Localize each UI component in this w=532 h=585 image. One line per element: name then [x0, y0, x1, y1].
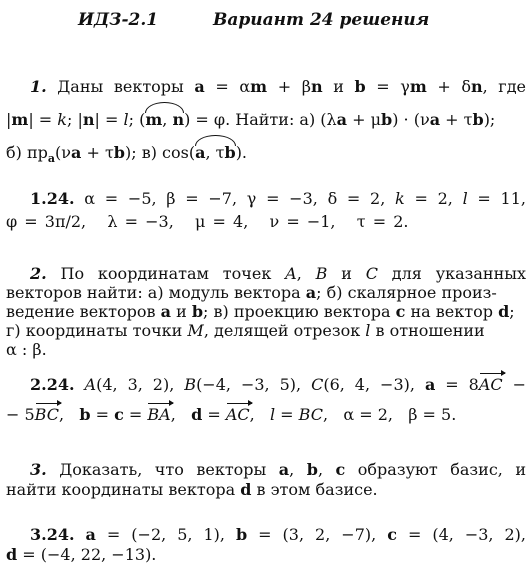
task1-line3: б) $пр_a(\nu a + \tau b)$; в) cos(a, τb). — [6, 143, 248, 166]
task1-number: 1. — [30, 77, 47, 96]
task3-line1: 3. Доказать, что векторы a, b, c образуют базис, и — [30, 460, 527, 479]
task2-line2: векторов найти: а) модуль вектора a; б) скалярное произ- — [6, 283, 497, 302]
answer2-line1: 2.24. A(4, 3, 2), B(−4, −3, 5), C(6, 4, −3), a = 8AC − — [30, 375, 527, 394]
answer1-line2: φ = 3π/2, λ = −3, μ = 4, ν = −1, τ = 2. — [6, 212, 409, 231]
task2-line4: г) координаты точки M, делящей отрезок l в отношении — [6, 321, 485, 340]
task3-line2: найти координаты вектора d в этом базисе. — [6, 480, 378, 499]
task2-line5: α : β. — [6, 340, 47, 359]
task2-number: 2. — [30, 264, 47, 283]
task3-number: 3. — [30, 460, 47, 479]
header-variant: Вариант 24 решения — [213, 10, 430, 30]
answer2-number: 2.24. — [30, 375, 75, 394]
task1-line1: 1. Даны векторы a = αm + βn и b = γm + δn, где — [30, 77, 527, 96]
header-code: ИДЗ-2.1 — [78, 10, 159, 30]
task2-line3: ведение векторов a и b; в) проекцию вектора c на вектор d; — [6, 302, 515, 321]
answer1-line1: 1.24. α = −5, β = −7, γ = −3, δ = 2, k = 2, l = 11, — [30, 189, 526, 208]
answer3-number: 3.24. — [30, 525, 75, 544]
task2-line1: 2. По координатам точек A, B и C для указанных — [30, 264, 527, 283]
task1-line2: |m| = k; |n| = l; (m, n) = φ. Найти: а) (λa + μb) · (νa + τb); — [6, 110, 496, 129]
answer2-line2: − 5BC, b = c = BA, d = AC, l = BC, α = 2, β = 5. — [6, 405, 457, 424]
answer1-number: 1.24. — [30, 189, 75, 208]
answer3-line1: 3.24. a = (−2, 5, 1), b = (3, 2, −7), c = (4, −3, 2), — [30, 525, 527, 544]
answer3-line2: d = (−4, 22, −13). — [6, 545, 157, 564]
